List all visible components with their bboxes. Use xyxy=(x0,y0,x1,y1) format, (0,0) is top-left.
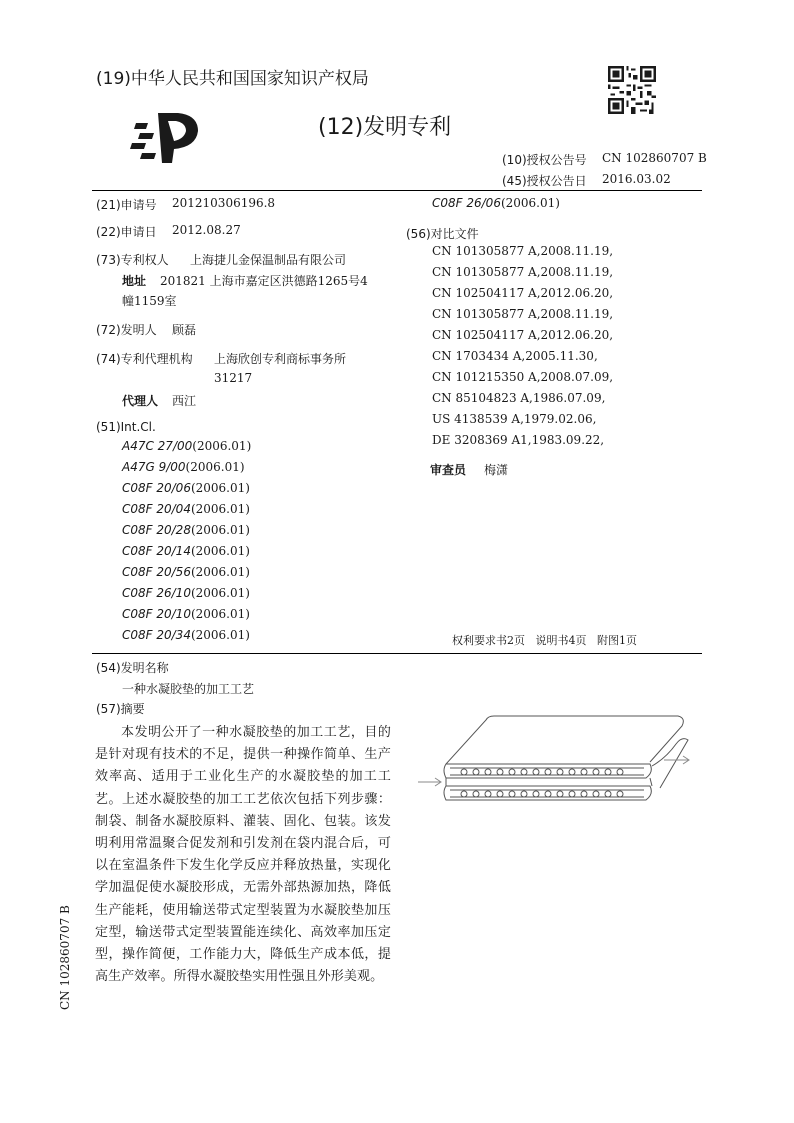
invention-title: 一种水凝胶垫的加工工艺 xyxy=(122,682,255,696)
cited-label: (56)对比文件 xyxy=(406,227,479,241)
tube-circles xyxy=(461,769,623,797)
agency-label: (74)专利代理机构 xyxy=(96,352,193,366)
side-patent-number: CN 102860707 B xyxy=(58,905,72,1010)
cited-list xyxy=(432,244,613,454)
patentee-label: (73)专利权人 xyxy=(96,253,169,267)
patentee: 上海捷儿金保温制品有限公司 xyxy=(190,253,347,267)
agent-label: 代理人 xyxy=(122,394,159,408)
cited-item: CN 101305877 A,2008.11.19, xyxy=(432,265,614,279)
agency-code: 31217 xyxy=(214,371,253,385)
address-line-1: 201821 上海市嘉定区洪德路1265号4 xyxy=(160,274,368,288)
intcl-item: C08F 20/14(2006.01) xyxy=(122,544,250,558)
intcl-item: C08F 20/04(2006.01) xyxy=(122,502,250,516)
cnipa-logo-icon xyxy=(128,107,206,167)
cited-item: CN 85104823 A,1986.07.09, xyxy=(432,391,606,405)
agent: 西江 xyxy=(172,394,197,408)
intcl-item: A47C 27/00(2006.01) xyxy=(122,439,252,453)
app-number: 201210306196.8 xyxy=(172,196,276,210)
pub-number: CN 102860707 B xyxy=(602,151,707,165)
app-date: 2012.08.27 xyxy=(172,223,241,237)
agency: 上海欣创专利商标事务所 xyxy=(214,352,347,366)
cited-item: US 4138539 A,1979.02.06, xyxy=(432,412,597,426)
examiner: 梅潇 xyxy=(484,463,509,477)
cited-item: CN 101305877 A,2008.11.19, xyxy=(432,244,614,258)
cited-item: CN 102504117 A,2012.06.20, xyxy=(432,328,614,342)
examiner-label: 审查员 xyxy=(430,463,467,477)
cited-item: CN 101305877 A,2008.11.19, xyxy=(432,307,614,321)
qr-code-icon xyxy=(608,66,656,114)
cited-item: CN 102504117 A,2012.06.20, xyxy=(432,286,614,300)
intcl-label: (51)Int.Cl. xyxy=(96,420,156,434)
cited-item: DE 3208369 A1,1983.09.22, xyxy=(432,433,605,447)
cited-item: CN 101215350 A,2008.07.09, xyxy=(432,370,614,384)
inventor-label: (72)发明人 xyxy=(96,323,157,337)
pub-date-label: (45)授权公告日 xyxy=(502,174,587,188)
intcl-item: C08F 26/10(2006.01) xyxy=(122,586,250,600)
document-type: (12)发明专利 xyxy=(318,115,452,140)
intcl-item: A47G 9/00(2006.01) xyxy=(122,460,245,474)
intcl-item: C08F 20/28(2006.01) xyxy=(122,523,250,537)
app-number-label: (21)申请号 xyxy=(96,198,157,212)
title-label: (54)发明名称 xyxy=(96,661,169,675)
intcl-item: C08F 20/06(2006.01) xyxy=(122,481,250,495)
intcl-item: C08F 20/34(2006.01) xyxy=(122,628,250,642)
abstract-text: 本发明公开了一种水凝胶垫的加工工艺，目的是针对现有技术的不足，提供一种操作简单、生产效率高、适用于工业化生产的水凝胶垫的加工工艺。上述水凝胶垫的加工工艺依次包括下列步骤：制袋、制备水凝胶原料、灌装、固化、包装。该发明利用常温聚合促发剂和引发剂在袋内混合后，可以在室温条件下发生化学反应并释放热量，实现化学加温促使水凝胶形成，无需外部热源加热，降低生产能耗，使用输送带式定型装置为水凝胶垫加压定型，输送带式定型装置能连续化、高效率加压定型，操作简便，工作能力大，降低生产成本低，提高生产效率。所得水凝胶垫实用性强且外形美观。 xyxy=(95,725,391,985)
address-label: 地址 xyxy=(122,274,147,288)
office-name: (19)中华人民共和国国家知识产权局 xyxy=(96,69,369,89)
pub-number-label: (10)授权公告号 xyxy=(502,153,587,167)
page-counts: 权利要求书2页 说明书4页 附图1页 xyxy=(452,634,637,647)
address-line-2: 幢1159室 xyxy=(122,294,177,308)
pub-date: 2016.03.02 xyxy=(602,172,671,186)
intcl-list xyxy=(122,439,251,649)
cited-item: CN 1703434 A,2005.11.30, xyxy=(432,349,598,363)
intcl-item: C08F 20/10(2006.01) xyxy=(122,607,250,621)
abstract-label: (57)摘要 xyxy=(96,702,145,716)
right-intcl: C08F 26/06(2006.01) xyxy=(432,196,560,210)
app-date-label: (22)申请日 xyxy=(96,225,157,239)
inventor: 顾磊 xyxy=(172,323,197,337)
section-divider xyxy=(92,653,702,654)
header-divider xyxy=(92,190,702,191)
intcl-item: C08F 20/56(2006.01) xyxy=(122,565,250,579)
abstract-figure xyxy=(414,712,708,812)
